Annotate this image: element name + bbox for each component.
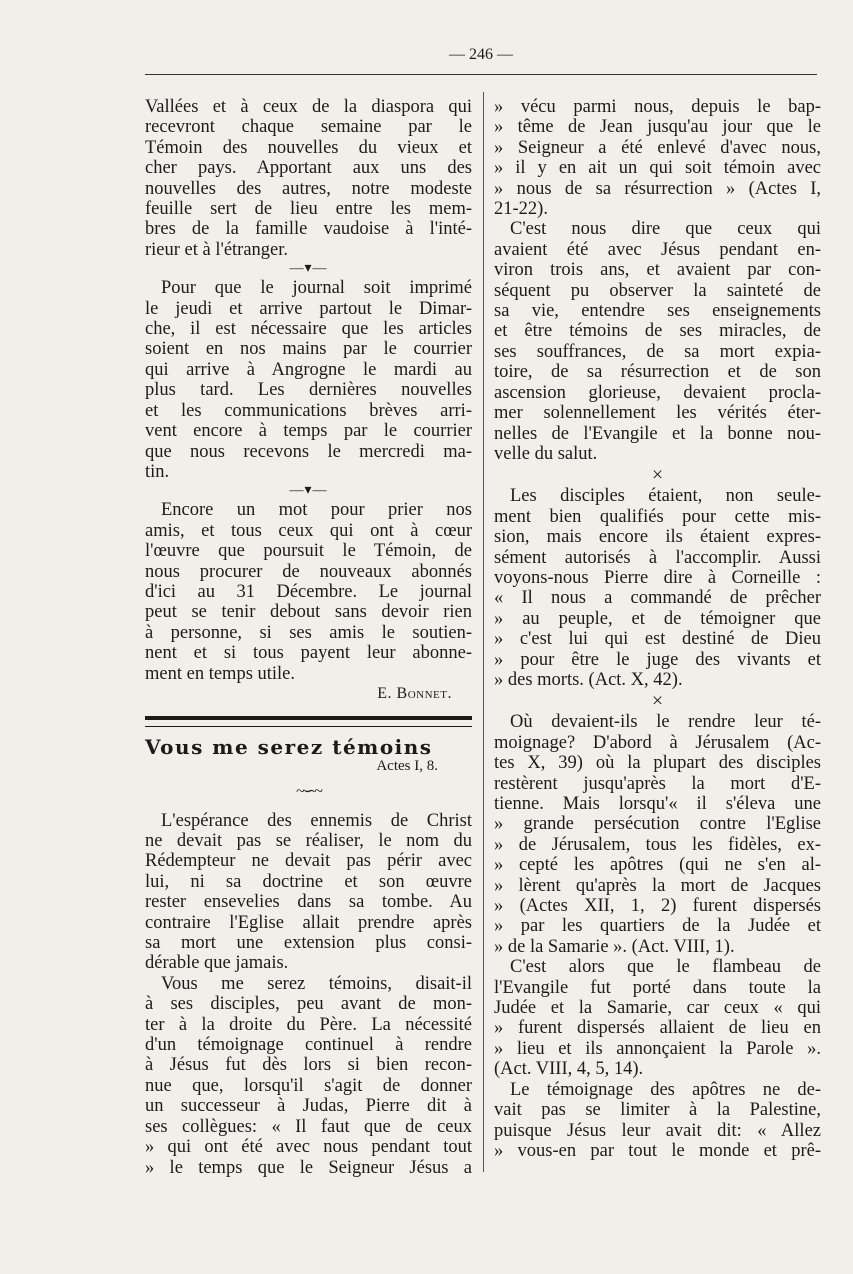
paragraph [145,278,472,482]
text-line: » lieu et ils annonçaient la Parole ». [494,1038,821,1059]
text-line: dérable que jamais. [145,953,289,974]
text-line: rieur et à l'étranger. [145,239,289,260]
text-line: » grande persécution contre l'Eglise [494,814,821,835]
text-line: cher pays. Apportant aux uns des [145,158,472,179]
text-line: le jeudi et arrive partout le Dimar- [145,298,472,319]
text-line: nent et si tous payent leur abonne- [145,643,472,664]
text-line: séquent pu observer la sainteté de [494,280,821,301]
text-line: nelles de l'Evangile et la bonne nou- [494,423,821,444]
text-line: » furent dispersés allaient de lieu en [494,1018,821,1039]
text-line: plus tard. Les dernières nouvelles [145,380,472,401]
text-line: » cepté les apôtres (qui ne s'en al- [494,855,821,876]
text-line: soient en nos mains par le courrier [145,339,472,360]
text-line: tin. [145,461,170,482]
text-line: » tême de Jean jusqu'au jour que le [494,117,821,138]
text-line: ses souffrances, de sa mort expia- [494,341,821,362]
text-line: (Act. VIII, 4, 5, 14). [494,1059,644,1080]
text-line: contraire l'Eglise allait prendre après [145,912,472,933]
paragraph [494,957,821,1079]
text-line: » de la Samarie ». (Act. VIII, 1). [494,936,735,957]
text-line: nue que, lorsqu'il s'agit de donner [145,1075,472,1096]
paragraph [494,219,821,464]
text-line: bres de la famille vaudoise à l'inté- [145,219,472,240]
paragraph [145,500,472,684]
text-line: Rédempteur ne devait pas périr avec [145,851,472,872]
text-line: Les disciples étaient, non seule- [510,486,821,507]
text-line: L'espérance des ennemis de Christ [161,810,472,831]
text-line: amis, et tous ceux qui ont à cœur [145,520,472,541]
text-line: restèrent jusqu'après la mort d'E- [494,773,821,794]
text-line: ascension glorieuse, devaient procla- [494,382,821,403]
text-line: à personne, si ses amis le soutien- [145,622,472,643]
text-line: l'œuvre que poursuit le Témoin, de [145,541,472,562]
text-line: peut se tenir debout sans devoir rien [145,602,472,623]
text-line: et les communications brèves arri- [145,400,472,421]
paragraph [145,974,472,1178]
text-line: puisque Jésus leur avait dit: « Allez [494,1120,821,1141]
text-line: sion, mais encore ils étaient expres- [494,527,821,548]
paragraph [494,486,821,690]
text-line: » des morts. (Act. X, 42). [494,669,683,690]
text-line: nous procurer de nouveaux abonnés [145,561,472,582]
text-line: velle du salut. [494,443,598,464]
text-line: » qui ont été avec nous pendant tout [145,1137,472,1158]
text-line: Vous me serez témoins, disait-il [161,973,472,994]
text-line: à ses disciples, peu avant de mon- [145,994,472,1015]
text-line: Témoin des nouvelles du vieux et [145,137,472,158]
text-line: tes X, 39) où la plupart des disciples [494,753,821,774]
paragraph [145,811,472,974]
text-line: d'un témoignage continuel à rendre [145,1035,472,1056]
article-reference: Actes I, 8. [376,757,438,774]
text-line: voyons-nous Pierre dire à Corneille : [494,567,821,588]
text-line: » (Actes XII, 1, 2) furent dispersés [494,896,821,917]
paragraph [494,712,821,957]
text-line: Pour que le journal soit imprimé [161,278,472,299]
ornament-divider: —▾— [289,261,328,277]
text-line: » vous-en par tout le monde et prê- [494,1140,821,1161]
text-line: Le témoignage des apôtres ne de- [510,1079,821,1100]
text-line: mer solennellement les vérités éter- [494,403,821,424]
cross-ornament: × [651,464,664,487]
ornament-squiggle: ~∽~ [296,783,321,801]
text-line: 21-22). [494,199,548,220]
text-line: à Jésus fut dès lors si bien recon- [145,1055,472,1076]
text-line: sément autorisés à l'accomplir. Aussi [494,547,821,568]
text-line: d'ici au 31 Décembre. Le journal [145,581,472,602]
text-line: C'est nous dire que ceux qui [510,219,821,240]
right-column [494,97,821,1161]
text-line: recevront chaque semaine par le [145,117,472,138]
text-line: vent encore à temps par le courrier [145,421,472,442]
section-rule-thick [145,716,472,720]
text-line: » au peuple, et de témoigner que [494,608,821,629]
text-line: ter à la droite du Père. La nécessité [145,1014,472,1035]
ornament-divider: —▾— [289,483,328,499]
section-rule-thin [145,726,472,727]
paragraph [494,97,821,219]
text-line: » lèrent qu'après la mort de Jacques [494,875,821,896]
text-line: Où devaient-ils le rendre leur té- [510,712,821,733]
text-line: que nous recevons le mercredi ma- [145,441,472,462]
text-line: ment bien qualifiés pour cette mis- [494,506,821,527]
text-line: » nous de sa résurrection » (Actes I, [494,178,821,199]
text-line: lui, ni sa doctrine et son œuvre [145,871,472,892]
cross-ornament: × [651,690,664,713]
text-line: Encore un mot pour prier nos [161,500,472,521]
text-line: sa vie, entendre ses enseignements [494,301,821,322]
text-line: » c'est lui qui est destiné de Dieu [494,629,821,650]
text-line: ses collègues: « Il faut que de ceux [145,1116,472,1137]
text-line: moignage? D'abord à Jérusalem (Ac- [494,732,821,753]
page-number: — 246 — [449,46,513,63]
text-line: l'Evangile fut porté dans toute la [494,977,821,998]
text-line: viron trois ans, et avaient par con- [494,260,821,281]
text-line: che, il est nécessaire que les articles [145,319,472,340]
column-divider [483,92,484,1172]
text-line: un successeur à Judas, Pierre dit à [145,1096,472,1117]
text-line: » il y en ait un qui soit témoin avec [494,158,821,179]
text-line: » par les quartiers de la Judée et [494,916,821,937]
paragraph [494,1080,821,1162]
text-line: Vallées et à ceux de la diaspora qui [145,97,472,117]
text-line: vait pas se limiter à la Palestine, [494,1100,821,1121]
text-line: avaient été avec Jésus pendant en- [494,239,821,260]
text-line: nouvelles des autres, notre modeste [145,178,472,199]
signature: E. Bonnet. [377,684,452,702]
text-line: » Seigneur a été enlevé d'avec nous, [494,137,821,158]
text-line: » vécu parmi nous, depuis le bap- [494,97,821,117]
text-line: ment en temps utile. [145,663,296,684]
text-line: C'est alors que le flambeau de [510,957,821,978]
text-line: qui arrive à Angrogne le mardi au [145,359,472,380]
text-line: Judée et la Samarie, car ceux « qui [494,998,821,1019]
article-title: Vous me serez témoins [145,735,433,760]
text-line: « Il nous a commandé de prêcher [494,588,821,609]
text-line: » de Jérusalem, tous les fidèles, ex- [494,834,821,855]
text-line: ne devait pas se réaliser, le nom du [145,831,472,851]
text-line: » pour être le juge des vivants et [494,649,821,670]
left-column [145,97,472,1178]
text-line: » le temps que le Seigneur Jésus a [145,1157,472,1178]
text-line: et être témoins de ses miracles, de [494,321,821,342]
text-line: sa mort une extension plus consi- [145,933,472,954]
text-line: tienne. Mais lorsqu'« il s'éleva une [494,794,821,814]
header-rule [145,74,817,75]
text-line: feuille sert de lieu entre les mem- [145,199,472,220]
paragraph [145,97,472,260]
text-line: toire, de sa résurrection et de son [494,362,821,383]
text-line: rester ensevelies dans sa tombe. Au [145,892,472,913]
